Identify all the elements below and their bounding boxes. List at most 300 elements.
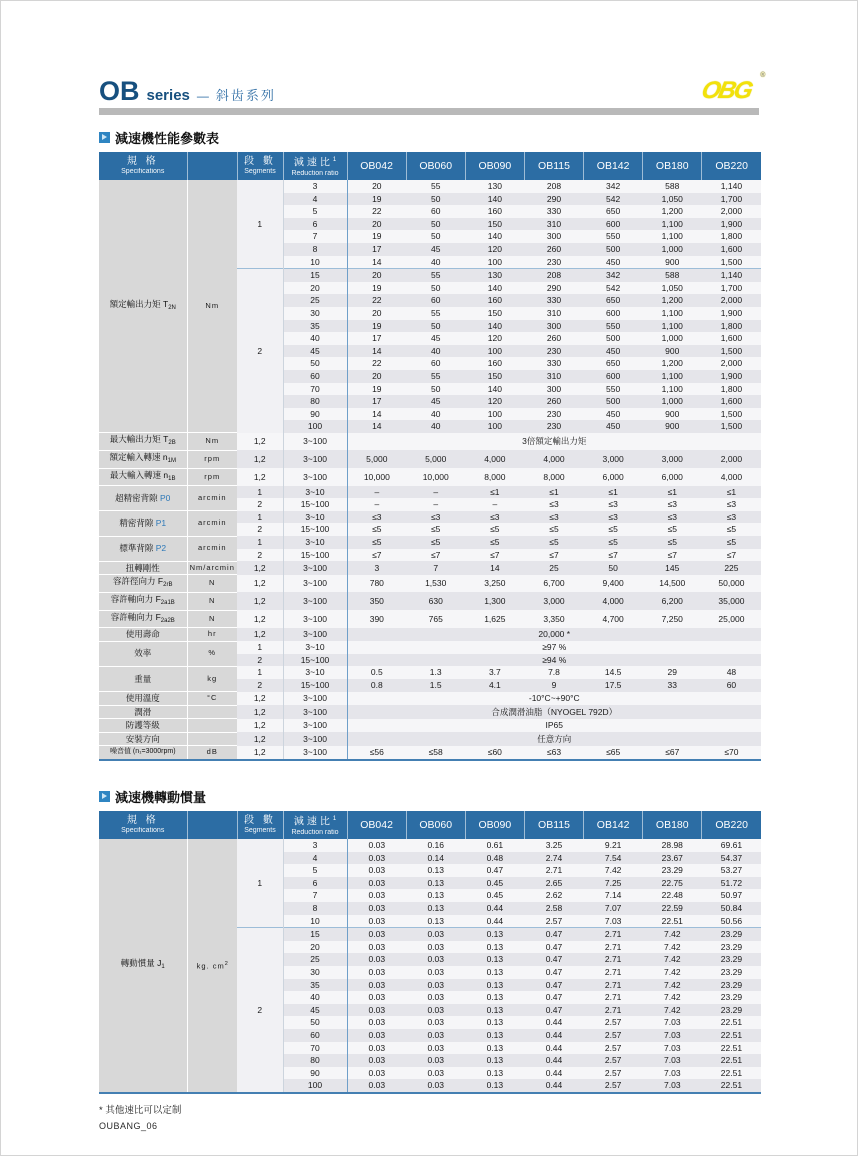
ratio-cell: 3~100 [283, 628, 347, 642]
value-cell: 1,500 [702, 345, 761, 358]
series-title: OB [99, 76, 140, 106]
value-cell: ≤3 [702, 511, 761, 524]
table-row [99, 719, 761, 733]
ratio-cell: 3~100 [283, 692, 347, 706]
reduction-ratio-header: 減速比$^1$ Reduction ratio [283, 811, 347, 839]
value-cell: 4,700 [584, 610, 643, 628]
value-cell: 0.44 [524, 1029, 583, 1042]
spec-header: 規 格 Specifications [99, 152, 187, 180]
value-cell: 4,000 [524, 450, 583, 468]
value-cell: 22 [347, 357, 406, 370]
ratio-cell: 3~100 [283, 468, 347, 486]
ratio-cell: 3~100 [283, 575, 347, 593]
value-cell: 0.03 [406, 1016, 465, 1029]
value-cell: 1,700 [702, 193, 761, 206]
value-cell: 310 [524, 370, 583, 383]
value-cell: 7.8 [524, 666, 583, 679]
value-cell: ≤3 [584, 498, 643, 511]
value-cell: ≤3 [584, 511, 643, 524]
row-unit: kg. $cm^2$ [187, 839, 237, 1093]
value-cell: 2.71 [584, 928, 643, 941]
table-row [99, 641, 761, 654]
value-cell: 542 [584, 193, 643, 206]
value-cell: 22.59 [643, 902, 702, 915]
table-header-row [99, 811, 761, 839]
value-cell: 450 [584, 420, 643, 433]
value-cell: 1,800 [702, 230, 761, 243]
value-cell: 500 [584, 332, 643, 345]
page-header [99, 72, 766, 106]
value-cell: ≤5 [347, 523, 406, 536]
param-label: 超精密背隙 P0 [99, 486, 187, 511]
table-row [99, 511, 761, 524]
value-cell: 2.57 [584, 1067, 643, 1080]
value-cell: 23.29 [702, 928, 761, 941]
value-cell: 3,000 [524, 592, 583, 610]
value-cell: 22.51 [702, 1042, 761, 1055]
value-cell: 19 [347, 320, 406, 333]
value-cell: 1,140 [702, 180, 761, 193]
value-cell: 0.13 [465, 991, 524, 1004]
value-cell: 7.42 [643, 953, 702, 966]
value-cell: ≤3 [702, 498, 761, 511]
ratio-cell: 15 [283, 269, 347, 282]
title-dash: — [196, 89, 209, 103]
value-cell: 2.71 [524, 864, 583, 877]
segment-cell: 1,2 [237, 610, 283, 628]
value-cell: 60 [406, 357, 465, 370]
section-title-performance [99, 128, 759, 147]
value-cell: 230 [524, 345, 583, 358]
table-row [99, 666, 761, 679]
param-unit [187, 719, 237, 733]
value-cell: 0.03 [347, 1054, 406, 1067]
value-cell: 40 [406, 420, 465, 433]
value-cell: 1,600 [702, 243, 761, 256]
value-cell: ≤7 [347, 549, 406, 562]
segment-cell: 1 [237, 641, 283, 654]
value-cell: 150 [465, 218, 524, 231]
ratio-cell: 70 [283, 383, 347, 396]
table-row [99, 592, 761, 610]
value-cell: 6,200 [643, 592, 702, 610]
table-row [99, 433, 761, 451]
backlash-grade-code: P2 [155, 543, 167, 554]
segment-cell: 2 [237, 523, 283, 536]
segment-cell: 1 [237, 839, 283, 928]
value-cell: 60 [406, 205, 465, 218]
value-cell: 1,600 [702, 395, 761, 408]
value-cell: 50 [406, 320, 465, 333]
value-cell: 7.07 [584, 902, 643, 915]
value-cell: 55 [406, 307, 465, 320]
table-header-row [99, 152, 761, 180]
span-value-cell: 3倍額定輸出力矩 [347, 433, 761, 451]
value-cell: 22.51 [702, 1079, 761, 1093]
value-cell: 23.29 [702, 953, 761, 966]
value-cell: 140 [465, 193, 524, 206]
table-row [99, 180, 761, 193]
value-cell: 1,900 [702, 307, 761, 320]
value-cell: 23.29 [702, 979, 761, 992]
value-cell: 1,625 [465, 610, 524, 628]
reduction-ratio-header: 減速比$^1$ Reduction ratio [283, 152, 347, 180]
ratio-cell: 100 [283, 1079, 347, 1093]
value-cell: 1,500 [702, 256, 761, 269]
unit-column-header [187, 152, 237, 180]
value-cell: 40 [406, 408, 465, 421]
value-cell: 120 [465, 243, 524, 256]
ratio-cell: 3~100 [283, 561, 347, 575]
table-row [99, 450, 761, 468]
value-cell: 17.5 [584, 679, 643, 692]
value-cell: 7.03 [643, 1067, 702, 1080]
value-cell: 22.51 [702, 1054, 761, 1067]
ratio-cell: 7 [283, 230, 347, 243]
value-cell: 0.47 [524, 953, 583, 966]
value-cell: 10,000 [406, 468, 465, 486]
ratio-cell: 3~100 [283, 592, 347, 610]
value-cell: 0.03 [406, 1029, 465, 1042]
value-cell: 2.57 [584, 1016, 643, 1029]
value-cell: 0.13 [406, 889, 465, 902]
value-cell: ≤63 [524, 746, 583, 760]
value-cell: 0.13 [465, 1067, 524, 1080]
value-cell: 50 [406, 193, 465, 206]
value-cell: 600 [584, 218, 643, 231]
segment-cell: 1 [237, 511, 283, 524]
value-cell: 55 [406, 370, 465, 383]
value-cell: 14 [347, 408, 406, 421]
value-cell: 1,500 [702, 420, 761, 433]
value-cell: 0.8 [347, 679, 406, 692]
value-cell: 14 [347, 345, 406, 358]
value-cell: 3,000 [643, 450, 702, 468]
value-cell: 1,100 [643, 370, 702, 383]
unit-column-header [187, 811, 237, 839]
value-cell: 9,400 [584, 575, 643, 593]
value-cell: 0.14 [406, 852, 465, 865]
ratio-cell: 5 [283, 205, 347, 218]
value-cell: ≤3 [524, 511, 583, 524]
segment-cell: 1,2 [237, 592, 283, 610]
value-cell: ≤70 [702, 746, 761, 760]
ratio-cell: 15~100 [283, 498, 347, 511]
ratio-cell: 3~100 [283, 719, 347, 733]
value-cell: 0.03 [347, 1029, 406, 1042]
value-cell: ≤1 [702, 486, 761, 499]
value-cell: 45 [406, 395, 465, 408]
model-header: OB115 [524, 811, 583, 839]
value-cell: 40 [406, 256, 465, 269]
value-cell: 0.03 [347, 953, 406, 966]
value-cell: 2,000 [702, 205, 761, 218]
segment-cell: 1 [237, 666, 283, 679]
value-cell: 500 [584, 243, 643, 256]
value-cell: 3,250 [465, 575, 524, 593]
value-cell: 1,800 [702, 383, 761, 396]
value-cell: 130 [465, 180, 524, 193]
segment-cell: 1,2 [237, 468, 283, 486]
value-cell: ≤1 [643, 486, 702, 499]
series-subtitle: series [146, 87, 190, 104]
ratio-cell: 60 [283, 370, 347, 383]
model-header: OB220 [702, 152, 761, 180]
value-cell: 1,100 [643, 320, 702, 333]
value-cell: 1.3 [406, 666, 465, 679]
value-cell: ≤3 [465, 511, 524, 524]
value-cell: 7 [406, 561, 465, 575]
model-header: OB090 [465, 152, 524, 180]
value-cell: 2.58 [524, 902, 583, 915]
param-unit: dB [187, 746, 237, 760]
value-cell: ≤5 [465, 536, 524, 549]
ratio-cell: 3~100 [283, 705, 347, 719]
value-cell: 8,000 [465, 468, 524, 486]
value-cell: 0.13 [406, 864, 465, 877]
value-cell: ≤3 [643, 511, 702, 524]
value-cell: 0.13 [406, 902, 465, 915]
value-cell: 1,100 [643, 383, 702, 396]
value-cell: ≤5 [406, 523, 465, 536]
ratio-cell: 6 [283, 218, 347, 231]
value-cell: ≤3 [643, 498, 702, 511]
value-cell: 900 [643, 256, 702, 269]
value-cell: ≤5 [524, 523, 583, 536]
value-cell: 0.44 [465, 915, 524, 928]
ratio-cell: 25 [283, 294, 347, 307]
value-cell: 0.44 [524, 1067, 583, 1080]
value-cell: 780 [347, 575, 406, 593]
value-cell: ≤65 [584, 746, 643, 760]
value-cell: 2,000 [702, 357, 761, 370]
span-value-cell: IP65 [347, 719, 761, 733]
value-cell: 19 [347, 193, 406, 206]
ratio-cell: 100 [283, 420, 347, 433]
value-cell: 3.25 [524, 839, 583, 852]
value-cell: 0.13 [465, 1004, 524, 1017]
value-cell: ≤1 [465, 486, 524, 499]
value-cell: 29 [643, 666, 702, 679]
brand-logo [699, 72, 766, 105]
value-cell: 17 [347, 243, 406, 256]
param-label: 最大輸入轉速 $n_{1B}$ [99, 468, 187, 486]
value-cell: ≤5 [643, 536, 702, 549]
value-cell: 7.42 [643, 941, 702, 954]
param-label: 最大輸出力矩 $T_{2B}$ [99, 433, 187, 451]
value-cell: 22.51 [643, 915, 702, 928]
ratio-cell: 45 [283, 1004, 347, 1017]
doc-code: OUBANG_06 [99, 1120, 158, 1131]
value-cell: ≤7 [643, 549, 702, 562]
value-cell: 22.51 [702, 1029, 761, 1042]
value-cell: 0.47 [524, 966, 583, 979]
value-cell: 7.03 [643, 1029, 702, 1042]
value-cell: 0.13 [465, 1042, 524, 1055]
value-cell: 8,000 [524, 468, 583, 486]
value-cell: 1,000 [643, 332, 702, 345]
value-cell: 0.5 [347, 666, 406, 679]
value-cell: 310 [524, 218, 583, 231]
value-cell: 550 [584, 230, 643, 243]
value-cell: 50.97 [702, 889, 761, 902]
value-cell: 23.29 [702, 941, 761, 954]
param-unit: Nm/arcmin [187, 561, 237, 575]
model-header: OB060 [406, 811, 465, 839]
value-cell: 2.57 [584, 1029, 643, 1042]
value-cell: 2.71 [584, 979, 643, 992]
value-cell: 1,530 [406, 575, 465, 593]
param-label: 容許軸向力 $F_{2a2B}$ [99, 610, 187, 628]
value-cell: 53.27 [702, 864, 761, 877]
table-row [99, 732, 761, 746]
value-cell: 10,000 [347, 468, 406, 486]
value-cell: 0.44 [524, 1054, 583, 1067]
value-cell: ≤3 [347, 511, 406, 524]
value-cell: 140 [465, 383, 524, 396]
span-value-cell: 20,000 * [347, 628, 761, 642]
value-cell: 0.13 [465, 1016, 524, 1029]
value-cell: 0.13 [465, 1029, 524, 1042]
param-unit: rpm [187, 450, 237, 468]
segment-cell: 2 [237, 654, 283, 667]
param-label: 安裝方向 [99, 732, 187, 746]
value-cell: 0.03 [406, 1042, 465, 1055]
value-cell: 450 [584, 345, 643, 358]
value-cell: ≤1 [584, 486, 643, 499]
value-cell: 2.57 [584, 1079, 643, 1093]
param-unit: Nm [187, 433, 237, 451]
value-cell: 60 [406, 294, 465, 307]
value-cell: 7.42 [584, 864, 643, 877]
value-cell: 650 [584, 357, 643, 370]
value-cell: ≤7 [584, 549, 643, 562]
value-cell: 100 [465, 408, 524, 421]
value-cell: 23.29 [643, 864, 702, 877]
value-cell: 1,050 [643, 193, 702, 206]
value-cell: 22 [347, 205, 406, 218]
value-cell: 1,300 [465, 592, 524, 610]
value-cell: ≤5 [406, 536, 465, 549]
value-cell: 5,000 [347, 450, 406, 468]
value-cell: 0.03 [406, 1004, 465, 1017]
ratio-cell: 35 [283, 979, 347, 992]
value-cell: 900 [643, 345, 702, 358]
span-value-cell: 任意方向 [347, 732, 761, 746]
value-cell: 1,200 [643, 205, 702, 218]
value-cell: 0.03 [347, 852, 406, 865]
value-cell: 260 [524, 243, 583, 256]
ratio-cell: 60 [283, 1029, 347, 1042]
value-cell: 550 [584, 383, 643, 396]
inertia-table [99, 811, 761, 1094]
ratio-cell: 90 [283, 1067, 347, 1080]
value-cell: 2.71 [584, 966, 643, 979]
ratio-cell: 50 [283, 1016, 347, 1029]
value-cell: ≤67 [643, 746, 702, 760]
value-cell: 310 [524, 307, 583, 320]
value-cell: 19 [347, 383, 406, 396]
model-header: OB180 [643, 152, 702, 180]
span-value-cell: 合成潤滑油脂（NYOGEL 792D） [347, 705, 761, 719]
value-cell: 1,200 [643, 294, 702, 307]
value-cell: 0.03 [347, 991, 406, 1004]
value-cell: 19 [347, 282, 406, 295]
ratio-cell: 90 [283, 408, 347, 421]
ratio-cell: 3~100 [283, 732, 347, 746]
value-cell: 0.03 [406, 941, 465, 954]
value-cell: 300 [524, 230, 583, 243]
segment-cell: 1,2 [237, 575, 283, 593]
table-row [99, 746, 761, 760]
value-cell: 14 [465, 561, 524, 575]
value-cell: 2,000 [702, 450, 761, 468]
value-cell: 0.13 [406, 877, 465, 890]
value-cell: 22.51 [702, 1067, 761, 1080]
value-cell: 0.45 [465, 889, 524, 902]
value-cell: 7.03 [643, 1079, 702, 1093]
segments-header: 段 數 Segments [237, 152, 283, 180]
value-cell: 7.42 [643, 991, 702, 1004]
value-cell: 0.13 [465, 928, 524, 941]
value-cell: 390 [347, 610, 406, 628]
value-cell: 588 [643, 269, 702, 282]
value-cell: 0.03 [406, 966, 465, 979]
value-cell: 45 [406, 332, 465, 345]
value-cell: 0.44 [524, 1042, 583, 1055]
value-cell: – [406, 498, 465, 511]
row-unit: Nm [187, 180, 237, 433]
ratio-cell: 8 [283, 902, 347, 915]
value-cell: 150 [465, 307, 524, 320]
value-cell: 0.47 [524, 928, 583, 941]
value-cell: 22 [347, 294, 406, 307]
inertia-table-head [99, 811, 761, 839]
value-cell: 1,140 [702, 269, 761, 282]
value-cell: 550 [584, 320, 643, 333]
value-cell: 2.57 [584, 1054, 643, 1067]
segment-cell: 1,2 [237, 705, 283, 719]
value-cell: 350 [347, 592, 406, 610]
value-cell: 0.03 [347, 928, 406, 941]
model-header: OB115 [524, 152, 583, 180]
ratio-cell: 4 [283, 193, 347, 206]
value-cell: 0.47 [465, 864, 524, 877]
table-row [99, 628, 761, 642]
value-cell: ≤5 [584, 523, 643, 536]
value-cell: – [465, 498, 524, 511]
value-cell: 7.54 [584, 852, 643, 865]
value-cell: 1,100 [643, 307, 702, 320]
section-marker-icon [99, 132, 110, 143]
model-header: OB042 [347, 152, 406, 180]
value-cell: 650 [584, 294, 643, 307]
value-cell: 100 [465, 345, 524, 358]
section-title-text: 減速機轉動慣量 [115, 790, 207, 806]
value-cell: 500 [584, 395, 643, 408]
value-cell: 2.71 [584, 1004, 643, 1017]
value-cell: 100 [465, 256, 524, 269]
segment-cell: 1,2 [237, 561, 283, 575]
value-cell: ≤7 [406, 549, 465, 562]
value-cell: ≤5 [643, 523, 702, 536]
value-cell: 20 [347, 218, 406, 231]
value-cell: 0.03 [347, 877, 406, 890]
value-cell: 0.44 [465, 902, 524, 915]
value-cell: 0.03 [347, 839, 406, 852]
value-cell: – [347, 498, 406, 511]
table-row [99, 575, 761, 593]
